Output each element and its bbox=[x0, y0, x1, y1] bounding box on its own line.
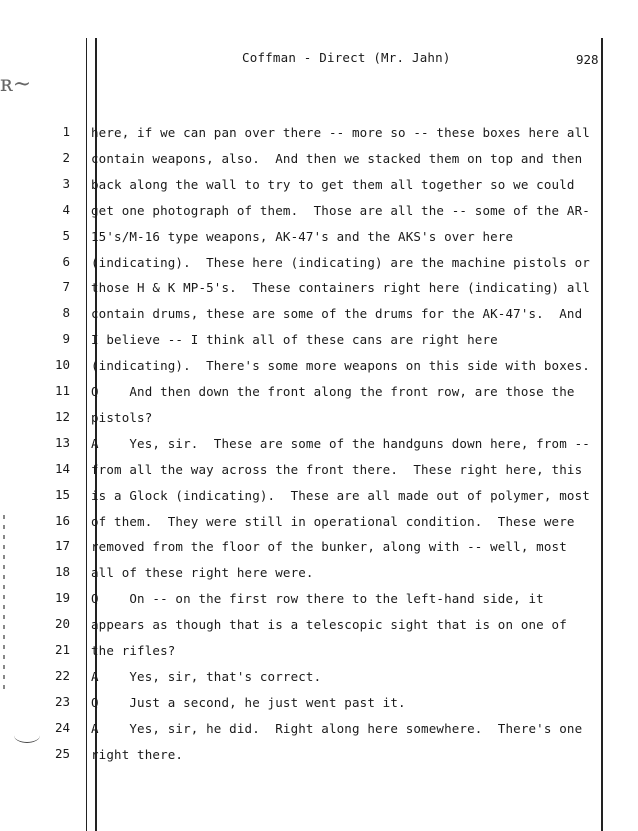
page-header-title: Coffman - Direct (Mr. Jahn) bbox=[242, 50, 451, 65]
transcript-line: those H & K MP-5's. These containers right here (indicating) all bbox=[91, 280, 590, 296]
transcript-line: A Yes, sir. These are some of the handguns down here, from -- bbox=[91, 435, 590, 451]
line-number: 24 bbox=[54, 719, 70, 735]
line-number: 3 bbox=[62, 175, 70, 191]
line-number: 4 bbox=[62, 201, 70, 217]
line-number: 22 bbox=[54, 667, 70, 683]
line-number: 13 bbox=[54, 434, 70, 450]
line-number: 2 bbox=[62, 149, 70, 165]
line-number: 14 bbox=[54, 460, 70, 476]
transcript-line: contain weapons, also. And then we stacked them on top and then bbox=[91, 150, 583, 166]
line-number: 6 bbox=[62, 253, 70, 269]
line-number: 23 bbox=[54, 693, 70, 709]
transcript-line: back along the wall to try to get them all together so we could bbox=[91, 176, 575, 192]
line-number: 25 bbox=[54, 745, 70, 761]
margin-curve-mark bbox=[14, 728, 40, 743]
margin-binding-marks bbox=[2, 515, 6, 695]
transcript-line: all of these right here were. bbox=[91, 565, 314, 581]
transcript-line: Q Just a second, he just went past it. bbox=[91, 694, 406, 710]
transcript-line: (indicating). There's some more weapons on this side with boxes. bbox=[91, 358, 590, 374]
line-number: 21 bbox=[54, 642, 70, 657]
line-number: 9 bbox=[62, 331, 70, 347]
transcript-line: appears as though that is a telescopic sight that is on one of bbox=[91, 617, 567, 633]
line-number: 15 bbox=[54, 486, 70, 502]
transcript-line: Q And then down the front along the front row, are those the bbox=[91, 384, 575, 399]
transcript-line: contain drums, these are some of the drums for the AK-47's. And bbox=[91, 306, 583, 322]
line-number: 8 bbox=[62, 305, 70, 321]
transcript-line: of them. They were still in operational condition. These were bbox=[91, 513, 575, 529]
line-number: 19 bbox=[54, 590, 70, 606]
line-number: 18 bbox=[54, 564, 70, 580]
left-margin-rule-outer bbox=[86, 38, 87, 831]
line-number: 5 bbox=[62, 227, 70, 243]
transcript-line: is a Glock (indicating). These are all made out of polymer, most bbox=[91, 487, 590, 503]
transcript-line: from all the way across the front there. These right here, this bbox=[91, 461, 583, 477]
right-margin-rule bbox=[601, 38, 603, 831]
transcript-line: (indicating). These here (indicating) are the machine pistols or bbox=[91, 254, 590, 270]
transcript-line: removed from the floor of the bunker, along with -- well, most bbox=[91, 539, 567, 555]
margin-scribble: ʀ~ bbox=[0, 72, 32, 97]
line-number: 10 bbox=[54, 357, 70, 373]
line-number: 16 bbox=[54, 512, 70, 528]
transcript-line: get one photograph of them. Those are all the -- some of the AR- bbox=[91, 202, 590, 218]
transcript-line: A Yes, sir, that's correct. bbox=[91, 668, 322, 684]
transcript-line: I believe -- I think all of these cans are right here bbox=[91, 332, 498, 348]
line-number: 7 bbox=[62, 279, 70, 295]
transcript-line: the rifles? bbox=[91, 643, 176, 658]
transcript-line: Q On -- on the first row there to the left-hand side, it bbox=[91, 591, 544, 607]
line-number: 20 bbox=[54, 616, 70, 632]
page-number: 928 bbox=[576, 52, 599, 67]
transcript-line: 15's/M-16 type weapons, AK-47's and the AKS's over here bbox=[91, 228, 514, 244]
line-number: 12 bbox=[54, 408, 70, 424]
line-number: 17 bbox=[54, 538, 70, 554]
line-number: 11 bbox=[54, 383, 70, 398]
transcript-line: pistols? bbox=[91, 409, 153, 425]
transcript-line: right there. bbox=[91, 746, 184, 762]
transcript-line: here, if we can pan over there -- more so -- these boxes here all bbox=[91, 125, 590, 140]
line-number: 1 bbox=[62, 124, 70, 139]
transcript-line: A Yes, sir, he did. Right along here somewhere. There's one bbox=[91, 720, 583, 736]
